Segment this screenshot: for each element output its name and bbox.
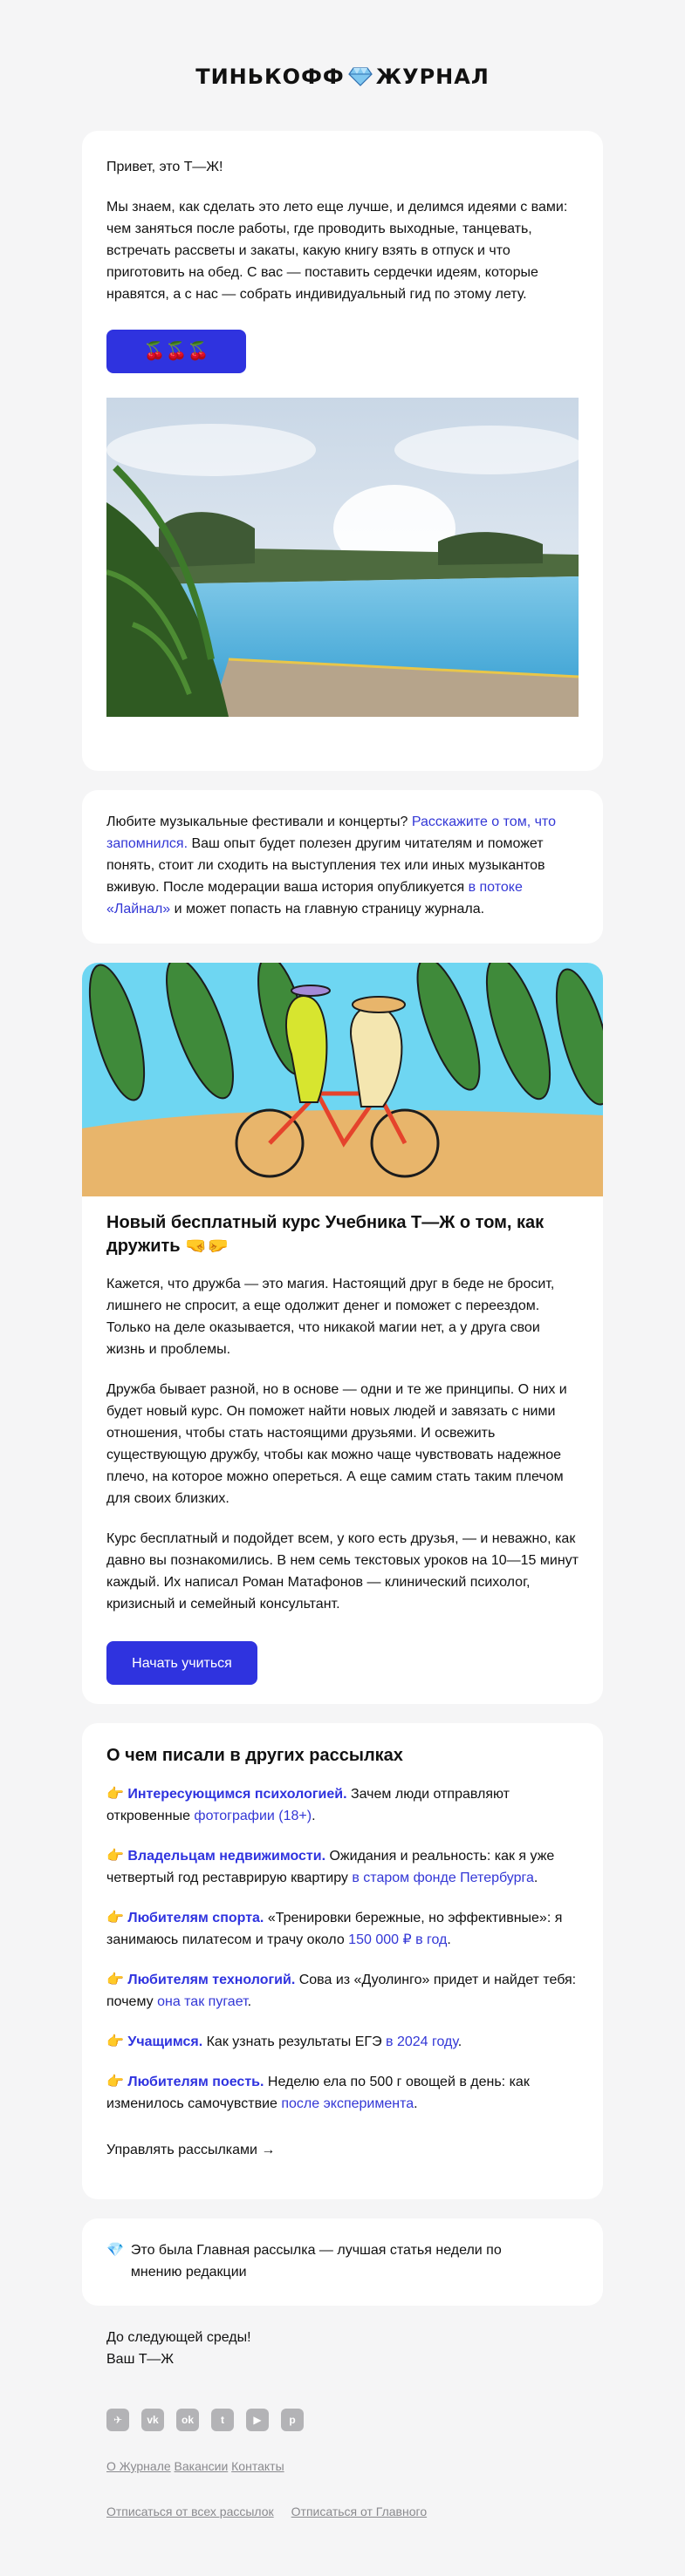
list-item-link[interactable]: в 2024 году (386, 2034, 458, 2049)
list-item-category: Интересующимся психологией. (127, 1787, 347, 1802)
pointing-hand-icon: 👉 (106, 2034, 124, 2049)
festival-text-3: и может попасть на главную страницу журнала. (170, 902, 485, 917)
main-newsletter-note (82, 2218, 603, 2306)
festival-story-link[interactable]: Расскажите о том, что запомнился. (106, 814, 556, 851)
list-item-category: Любителям поесть. (127, 2075, 264, 2089)
list-item-tail: . (312, 1809, 316, 1823)
list-item-link[interactable]: после эксперимента (281, 2096, 414, 2111)
list-item-link[interactable]: 150 000 ₽ в год (348, 1932, 448, 1947)
signoff (106, 2327, 251, 2370)
list-item (106, 1783, 579, 1827)
manage-subscriptions-link[interactable]: Управлять рассылками → (106, 2143, 276, 2157)
social-links (106, 2409, 304, 2431)
pointing-hand-icon: 👉 (106, 1849, 124, 1864)
contacts-link[interactable]: Контакты (231, 2459, 284, 2473)
other-newsletters-card (82, 1723, 603, 2199)
unsubscribe-all-link[interactable]: Отписаться от всех рассылок (106, 2504, 274, 2518)
list-item-category: Любителям спорта. (127, 1911, 264, 1925)
signoff-line-1: До следующей среды! (106, 2330, 251, 2345)
list-item-link[interactable]: фотографии (18+) (194, 1809, 312, 1823)
diamond-icon: 💎 (106, 2243, 124, 2258)
pool-photo (106, 398, 579, 717)
about-link[interactable]: О Журнале (106, 2459, 171, 2473)
line-stream-link[interactable]: в потоке «Лайнал» (106, 880, 523, 917)
list-item-text: Зачем люди отправляют откровенные (106, 1787, 510, 1823)
list-item-text: Сова из «Дуолинго» придет и найдет тебя: почему (106, 1973, 577, 2009)
list-item-tail: . (457, 2034, 462, 2049)
list-item (106, 2031, 579, 2053)
list-item-link[interactable]: в старом фонде Петербурга (352, 1871, 534, 1885)
list-item-category: Владельцам недвижимости. (127, 1849, 326, 1864)
twitter-icon[interactable]: t (211, 2409, 234, 2431)
unsubscribe-links (106, 2501, 427, 2523)
odnoklassniki-icon[interactable]: ok (176, 2409, 199, 2431)
festival-card (82, 790, 603, 944)
main-note-text: Это была Главная рассылка — лучшая статья недели по мнению редакции (130, 2243, 502, 2280)
telegram-icon[interactable]: ✈ (106, 2409, 129, 2431)
course-paragraph-3: Курс бесплатный и подойдет всем, у кого есть друзья, — и неважно, как давно вы познакомились. В нем семь текстовых уроков на 10—15 минут каждый. Их написал Роман Матафонов — клинический психолог, кризисный и семейный консультант. (106, 1531, 579, 1612)
festival-text (106, 811, 579, 920)
course-illustration (82, 963, 603, 1196)
intro-text: Мы знаем, как сделать это лето еще лучше, и делимся идеями с вами: чем заняться после работы, где проводить выходные, танцевать, встречать рассветы и закаты, какую книгу взять в отпуск и что приготовить на обед. С вас — поставить сердечки идеям, которые нравятся, а с нас — собрать индивидуальный гид по этому лету. (106, 200, 568, 302)
list-item-category: Любителям технологий. (127, 1973, 296, 1987)
list-item-link[interactable]: она так пугает (157, 1994, 248, 2009)
unsubscribe-main-link[interactable]: Отписаться от Главного (291, 2504, 428, 2518)
list-item-tail: . (447, 1932, 451, 1947)
list-item-text: Неделю ела по 500 г овощей в день: как изменилось самочувствие (106, 2075, 530, 2111)
cherries-button[interactable]: 🍒🍒🍒 (106, 330, 246, 373)
list-item-tail: . (414, 2096, 418, 2111)
diamond-icon (348, 67, 373, 86)
logo-left: ТИНЬКОФФ (195, 64, 345, 89)
course-paragraph-1: Кажется, что дружба — это магия. Настоящий друг в беде не бросит, лишнего не спросит, а еще одолжит денег и поможет с переездом. Только на деле оказывается, что никакой магии нет, а у друга свои жизнь и проблемы. (106, 1277, 555, 1357)
pointing-hand-icon: 👉 (106, 1911, 124, 1925)
course-card (82, 963, 603, 1704)
intro-card (82, 131, 603, 771)
list-item (106, 2071, 579, 2115)
footer-links (106, 2456, 284, 2477)
course-title: Новый бесплатный курс Учебника Т—Ж о том, как дружить 🤜🤛 (106, 1213, 545, 1256)
list-item (106, 1845, 579, 1889)
festival-text-1: Любите музыкальные фестивали и концерты? (106, 814, 412, 829)
vacancies-link[interactable]: Вакансии (174, 2459, 229, 2473)
festival-text-2: Ваш опыт будет полезен другим читателям и поможет понять, стоит ли сходить на выступления тех или иных музыкантов вживую. После модерации ваша история опубликуется (106, 836, 545, 895)
pinterest-icon[interactable]: p (281, 2409, 304, 2431)
pointing-hand-icon: 👉 (106, 2075, 124, 2089)
signoff-line-2: Ваш Т—Ж (106, 2352, 175, 2367)
list-item-category: Учащимся. (127, 2034, 203, 2049)
youtube-icon[interactable]: ▶ (246, 2409, 269, 2431)
greeting: Привет, это Т—Ж! (106, 160, 223, 174)
start-course-button[interactable]: Начать учиться (106, 1641, 257, 1685)
list-item (106, 1969, 579, 2013)
list-item-tail: . (247, 1994, 252, 2009)
list-item-tail: . (533, 1871, 538, 1885)
pointing-hand-icon: 👉 (106, 1973, 124, 1987)
list-item-text: Как узнать результаты ЕГЭ (202, 2034, 387, 2049)
vk-icon[interactable]: vk (141, 2409, 164, 2431)
other-newsletters-title: О чем писали в других рассылках (106, 1746, 403, 1765)
logo[interactable] (0, 66, 685, 87)
course-paragraph-2: Дружба бывает разной, но в основе — одни и те же принципы. О них и будет новый курс. Он поможет найти новых людей и завязать с ними отношения, чтобы стать настоящими друзьями. И освежить существующую дружбу, чтобы как можно чаще чувствовать надежное плечо, на которое можно опереться. А еще самим стать таким плечом для своих близких. (106, 1382, 567, 1506)
pointing-hand-icon: 👉 (106, 1787, 124, 1802)
list-item-text: Ожидания и реальность: как я уже четвертый год реставрирую квартиру (106, 1849, 555, 1885)
list-item (106, 1907, 579, 1951)
list-item-text: «Тренировки бережные, но эффективные»: я занимаюсь пилатесом и трачу около (106, 1911, 563, 1947)
logo-right: ЖУРНАЛ (375, 64, 490, 89)
